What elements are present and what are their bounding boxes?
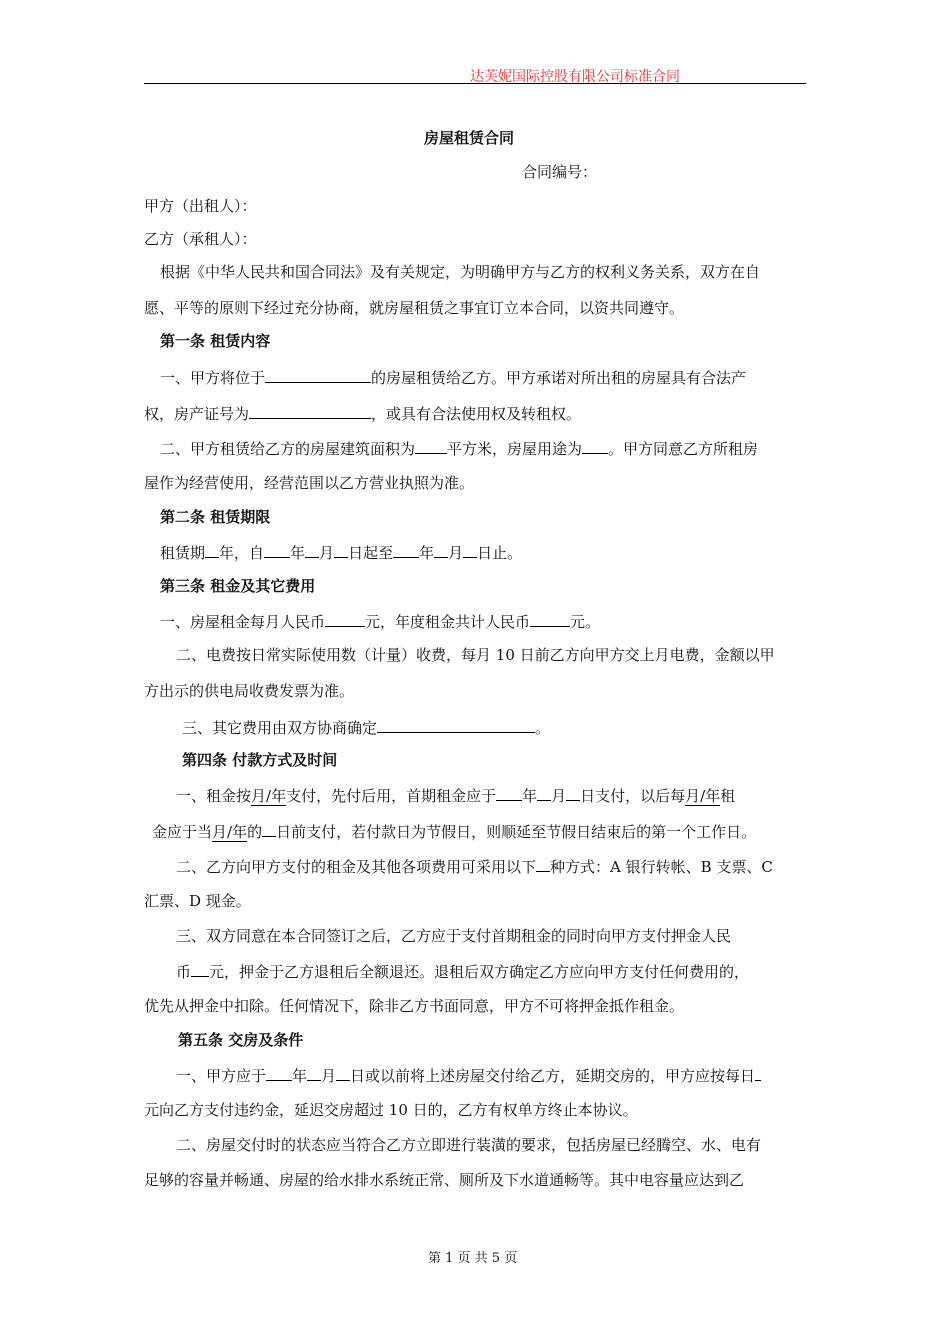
- article-5-clause-1-line-1: [176, 1064, 761, 1086]
- blank: [307, 1064, 321, 1081]
- blank-location: [265, 366, 371, 383]
- blank: [266, 1064, 292, 1081]
- header-rule: [144, 83, 806, 84]
- text-segment: 三、其它费用由双方协商确定: [182, 719, 378, 737]
- blank-usage: [582, 437, 608, 454]
- blank: [305, 541, 319, 558]
- preamble-line-1: 根据《中华人民共和国合同法》及有关规定，为明确甲方与乙方的权利义务关系，双方在自: [160, 263, 761, 281]
- text-segment: 的房屋租赁给乙方。甲方承诺对所出租的房屋具有合法产: [371, 369, 747, 387]
- blank: [336, 1064, 350, 1081]
- blank: [334, 541, 348, 558]
- article-1-heading: 第一条 租赁内容: [160, 332, 271, 350]
- text-segment: 一、甲方应于: [176, 1067, 267, 1085]
- article-4-clause-3-line-1: 三、双方同意在本合同签订之后，乙方应于支付首期租金的同时向甲方支付押金人民: [176, 927, 732, 945]
- text-segment: 日前支付，若付款日为节假日，则顺延至节假日结束后的第一个工作日。: [276, 823, 757, 841]
- article-2-heading: 第二条 租赁期限: [160, 508, 271, 526]
- text-segment: 元。: [570, 613, 601, 631]
- blank-other-fees: [377, 716, 535, 733]
- article-5-clause-2-line-2: 足够的容量并畅通、房屋的给水排水系统正常、厕所及下水道通畅等。其中电容量应达到乙: [144, 1171, 745, 1189]
- text-segment: 元，年度租金共计人民币: [365, 613, 531, 631]
- text-segment: 二、甲方租赁给乙方的房屋建筑面积为: [160, 440, 416, 458]
- text-segment: 日或以前将上述房屋交付给乙方，延期交房的，甲方应按每日: [350, 1067, 756, 1085]
- blank: [262, 820, 276, 837]
- blank-certificate-number: [249, 402, 371, 419]
- blank: [264, 541, 290, 558]
- blank: [537, 784, 551, 801]
- page-footer: 第 1 页 共 5 页: [428, 1251, 518, 1266]
- article-4-clause-1-line-1: [176, 784, 735, 806]
- blank-monthly-rent: [325, 610, 365, 627]
- article-4-heading: 第四条 付款方式及时间: [182, 751, 338, 769]
- blank: [755, 1064, 761, 1081]
- blank: [536, 855, 550, 872]
- article-1-clause-1-line-2: [144, 402, 581, 424]
- party-a-label: 甲方（出租人）：: [144, 197, 257, 215]
- article-3-clause-1: [160, 610, 600, 632]
- preamble-line-2: 愿、平等的原则下经过充分协商，就房屋租赁之事宜订立本合同，以资共同遵守。: [144, 299, 685, 317]
- text-segment: 日止。: [477, 544, 523, 562]
- article-5-clause-2-line-1: 二、房屋交付时的状态应当符合乙方立即进行装潢的要求，包括房屋已经腾空、水、电有: [176, 1136, 762, 1154]
- text-segment: 月: [551, 787, 567, 805]
- article-4-clause-2-line-2: 汇票、D 现金。: [144, 892, 251, 910]
- article-2-term-line: [160, 541, 522, 563]
- text-segment: 年: [522, 787, 538, 805]
- text-segment: 月: [319, 544, 335, 562]
- text-segment: 元，押金于乙方退租后全额退还。退租后双方确定乙方应向甲方支付任何费用的，: [209, 963, 750, 981]
- blank: [393, 541, 419, 558]
- text-segment: 种方式：A 银行转帐、B 支票、C: [550, 858, 773, 876]
- article-1-clause-1-line-1: [160, 366, 746, 388]
- text-segment: 月: [321, 1067, 337, 1085]
- blank-deposit: [191, 960, 209, 977]
- text-segment: 金应于当: [152, 823, 213, 841]
- text-segment: ，或具有合法使用权及转租权。: [371, 405, 582, 423]
- text-segment: 年: [419, 544, 435, 562]
- text-segment: 。: [535, 719, 551, 737]
- text-segment: 二、乙方向甲方支付的租金及其他各项费用可采用以下: [176, 858, 537, 876]
- blank: [205, 541, 219, 558]
- article-5-clause-1-line-2: 元向乙方支付违约金，延迟交房超过 10 日的，乙方有权单方终止本协议。: [144, 1101, 638, 1119]
- term-month-year: 月/年: [685, 787, 721, 805]
- contract-number-label: 合同编号：: [522, 163, 598, 181]
- text-segment: 支付，先付后用，首期租金应于: [286, 787, 497, 805]
- text-segment: 的: [247, 823, 263, 841]
- text-segment: 租: [720, 787, 736, 805]
- text-segment: 一、甲方将位于: [160, 369, 266, 387]
- article-5-heading: 第五条 交房及条件: [178, 1031, 304, 1049]
- article-1-clause-2-line-2: 屋作为经营使用，经营范围以乙方营业执照为准。: [144, 474, 475, 492]
- header-company-text: 达芙妮国际控股有限公司标准合同: [470, 69, 680, 85]
- text-segment: 一、房屋租金每月人民币: [160, 613, 326, 631]
- text-segment: 日起至: [348, 544, 394, 562]
- blank: [434, 541, 448, 558]
- article-4-clause-3-line-2: [176, 960, 749, 982]
- text-segment: 月: [448, 544, 464, 562]
- text-segment: 一、租金按: [176, 787, 252, 805]
- article-3-heading: 第三条 租金及其它费用: [160, 577, 316, 595]
- term-month-year: 月/年: [251, 787, 287, 805]
- article-3-clause-2-line-1: 二、电费按日常实际使用数（计量）收费，每月 10 日前乙方向甲方交上月电费，金额以甲: [176, 646, 775, 664]
- term-month-year: 月/年: [212, 823, 248, 841]
- text-segment: 权，房产证号为: [144, 405, 250, 423]
- article-4-clause-3-line-3: 优先从押金中扣除。任何情况下，除非乙方书面同意，甲方不可将押金抵作租金。: [144, 997, 685, 1015]
- blank: [496, 784, 522, 801]
- text-segment: 日支付，以后每: [580, 787, 686, 805]
- blank: [566, 784, 580, 801]
- text-segment: 币: [176, 963, 192, 981]
- text-segment: 年: [292, 1067, 308, 1085]
- text-segment: 年，自: [219, 544, 265, 562]
- document-title: 房屋租赁合同: [424, 129, 515, 147]
- text-segment: 。甲方同意乙方所租房: [608, 440, 759, 458]
- party-b-label: 乙方（承租人）：: [144, 230, 257, 248]
- article-3-clause-3: [182, 716, 550, 738]
- blank-area: [415, 437, 447, 454]
- article-4-clause-2-line-1: [176, 855, 773, 877]
- text-segment: 租赁期: [160, 544, 206, 562]
- blank-annual-rent: [530, 610, 570, 627]
- article-4-clause-1-line-2: [152, 820, 756, 842]
- text-segment: 年: [290, 544, 306, 562]
- blank: [463, 541, 477, 558]
- article-1-clause-2-line-1: [160, 437, 758, 459]
- text-segment: 平方米，房屋用途为: [447, 440, 583, 458]
- article-3-clause-2-line-2: 方出示的供电局收费发票为准。: [144, 682, 355, 700]
